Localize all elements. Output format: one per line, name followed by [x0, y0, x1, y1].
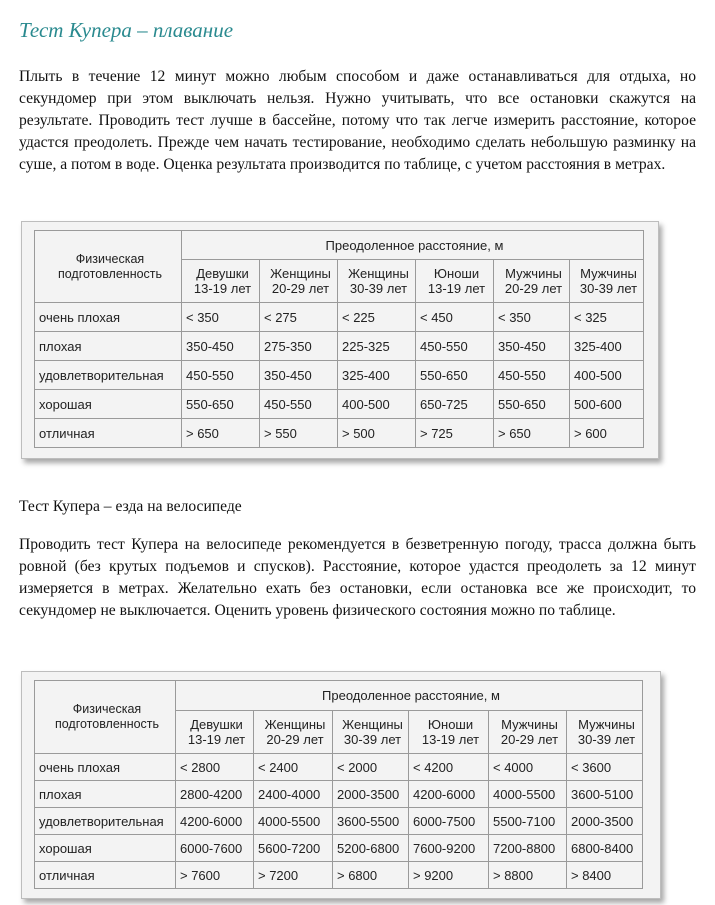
table-cell: < 275: [260, 303, 338, 332]
column-header-group: [338, 260, 416, 303]
table-cell: < 350: [494, 303, 570, 332]
group-name: Юноши: [427, 717, 474, 732]
table-cell: 3600-5100: [567, 781, 643, 808]
table-cell: 2000-3500: [333, 781, 409, 808]
column-header-group: [409, 711, 489, 754]
row-label: хорошая: [35, 390, 182, 419]
table-row: [35, 781, 643, 808]
table-cell: 7200-8800: [489, 835, 567, 862]
table-cell: 275-350: [260, 332, 338, 361]
table-cell: 350-450: [182, 332, 260, 361]
bike-subheading: Тест Купера – езда на велосипеде: [19, 498, 242, 515]
table-row: [35, 419, 644, 448]
table-cell: 500-600: [570, 390, 644, 419]
table-cell: > 6800: [333, 862, 409, 889]
column-header-group: [182, 260, 260, 303]
group-age: 20-29 лет: [504, 281, 563, 296]
table-cell: 350-450: [494, 332, 570, 361]
group-age: 13-19 лет: [421, 732, 480, 747]
table-row: [35, 835, 643, 862]
group-name: Девушки: [190, 717, 243, 732]
table-cell: < 4200: [409, 754, 489, 781]
group-name: Женщины: [342, 717, 403, 732]
table-cell: > 9200: [409, 862, 489, 889]
table-cell: 6000-7500: [409, 808, 489, 835]
table-cell: < 2800: [176, 754, 254, 781]
table-cell: 2400-4000: [254, 781, 333, 808]
table-cell: 325-400: [338, 361, 416, 390]
row-label: отличная: [35, 419, 182, 448]
table-cell: 450-550: [260, 390, 338, 419]
table-cell: 6000-7600: [176, 835, 254, 862]
group-age: 20-29 лет: [500, 732, 559, 747]
group-name: Мужчины: [580, 266, 637, 281]
table-row: [35, 862, 643, 889]
column-header-group: [416, 260, 494, 303]
group-name: Мужчины: [501, 717, 558, 732]
bike-table-image: [21, 671, 661, 899]
column-header-group: [254, 711, 333, 754]
group-age: 20-29 лет: [266, 732, 324, 747]
swim-title: Тест Купера – плавание: [19, 18, 234, 42]
row-label: хорошая: [35, 835, 176, 862]
table-cell: 4200-6000: [176, 808, 254, 835]
row-label: очень плохая: [35, 303, 182, 332]
table-cell: < 4000: [489, 754, 567, 781]
group-age: 13-19 лет: [193, 281, 252, 296]
group-age: 30-39 лет: [579, 281, 638, 296]
row-label: плохая: [35, 781, 176, 808]
table-cell: 5600-7200: [254, 835, 333, 862]
group-age: 20-29 лет: [271, 281, 330, 296]
table-cell: > 650: [494, 419, 570, 448]
table-cell: 350-450: [260, 361, 338, 390]
table-cell: 450-550: [182, 361, 260, 390]
group-age: 30-39 лет: [349, 281, 408, 296]
column-header-group: [489, 711, 567, 754]
table-cell: 7600-9200: [409, 835, 489, 862]
group-name: Женщины: [270, 266, 331, 281]
table-cell: 2800-4200: [176, 781, 254, 808]
column-header-group: [333, 711, 409, 754]
table-row: [35, 361, 644, 390]
table-cell: > 600: [570, 419, 644, 448]
table-cell: < 3600: [567, 754, 643, 781]
table-cell: 4000-5500: [254, 808, 333, 835]
table-row: [35, 808, 643, 835]
table-row: [35, 754, 643, 781]
group-age: 30-39 лет: [577, 732, 636, 747]
table-cell: < 350: [182, 303, 260, 332]
table-cell: < 450: [416, 303, 494, 332]
swim-paragraph: Плыть в течение 12 минут можно любым способом и даже останавливаться для отдыха, но секундомер при этом выключать нельзя. Нужно учитывать, что все остановки скажутся на результате. Проводить тест лучше в бассейне, потому что так легче измерить расстояние, которое удастся преодолеть. Прежде чем начать тестирование, необходимо сделать небольшую разминку на суше, а потом в воде. Оценка результата производится по таблице, с учетом расстояния в метрах.: [19, 68, 696, 173]
group-age: 13-19 лет: [187, 732, 246, 747]
table-cell: < 2400: [254, 754, 333, 781]
group-name: Женщины: [264, 717, 326, 732]
table-cell: 5500-7100: [489, 808, 567, 835]
table-cell: 400-500: [338, 390, 416, 419]
column-header-group: [176, 711, 254, 754]
table-cell: > 8400: [567, 862, 643, 889]
group-name: Женщины: [348, 266, 409, 281]
table-cell: 450-550: [494, 361, 570, 390]
column-header-distance: Преодоленное расстояние, м: [176, 681, 643, 711]
bike-paragraph: Проводить тест Купера на велосипеде рекомендуется в безветренную погоду, трасса должна быть ровной (без крутых подъемов и спусков). Расстояние, которое удастся преодолеть за 12 минут измеряется в метрах. Желательно ехать без остановки, если остановка все же происходит, то секундомер не выключается. Оценить уровень физического состояния можно по таблице.: [19, 536, 696, 619]
row-label: плохая: [35, 332, 182, 361]
table-cell: > 500: [338, 419, 416, 448]
row-label: очень плохая: [35, 754, 176, 781]
group-name: Юноши: [433, 266, 480, 281]
table-cell: 325-400: [570, 332, 644, 361]
table-cell: 550-650: [416, 361, 494, 390]
table-cell: > 7600: [176, 862, 254, 889]
table-cell: > 7200: [254, 862, 333, 889]
bike-table: [34, 680, 643, 889]
swim-table-image: [21, 221, 659, 459]
table-cell: > 550: [260, 419, 338, 448]
row-label: отличная: [35, 862, 176, 889]
table-cell: 650-725: [416, 390, 494, 419]
column-header-distance: Преодоленное расстояние, м: [182, 231, 644, 260]
table-cell: < 325: [570, 303, 644, 332]
table-cell: < 225: [338, 303, 416, 332]
table-cell: > 650: [182, 419, 260, 448]
table-cell: 4200-6000: [409, 781, 489, 808]
column-header-fitness: Физическая подготовленность: [35, 231, 182, 303]
table-cell: 225-325: [338, 332, 416, 361]
column-header-fitness: Физическая подготовленность: [35, 681, 176, 754]
table-cell: 400-500: [570, 361, 644, 390]
column-header-group: [567, 711, 643, 754]
table-cell: 5200-6800: [333, 835, 409, 862]
table-cell: 2000-3500: [567, 808, 643, 835]
table-cell: 450-550: [416, 332, 494, 361]
group-age: 30-39 лет: [343, 732, 402, 747]
table-cell: 4000-5500: [489, 781, 567, 808]
column-header-group: [260, 260, 338, 303]
table-row: [35, 390, 644, 419]
table-cell: > 725: [416, 419, 494, 448]
row-label: удовлетворительная: [35, 361, 182, 390]
table-cell: > 8800: [489, 862, 567, 889]
table-row: [35, 332, 644, 361]
table-cell: 550-650: [494, 390, 570, 419]
table-row: [35, 303, 644, 332]
table-cell: < 2000: [333, 754, 409, 781]
column-header-group: [494, 260, 570, 303]
group-name: Девушки: [196, 266, 249, 281]
swim-table: [34, 230, 644, 448]
table-cell: 550-650: [182, 390, 260, 419]
group-name: Мужчины: [505, 266, 562, 281]
group-name: Мужчины: [578, 717, 635, 732]
column-header-group: [570, 260, 644, 303]
table-cell: 6800-8400: [567, 835, 643, 862]
row-label: удовлетворительная: [35, 808, 176, 835]
group-age: 13-19 лет: [427, 281, 486, 296]
table-cell: 3600-5500: [333, 808, 409, 835]
